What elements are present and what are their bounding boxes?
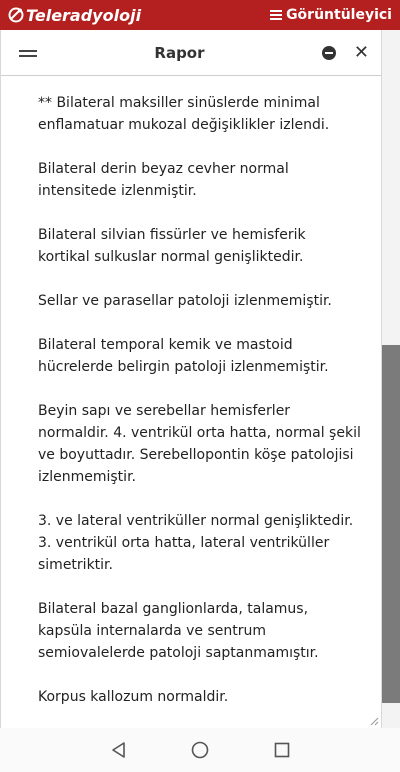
brand-logo[interactable] [8, 6, 141, 25]
back-icon[interactable] [108, 740, 128, 760]
report-paragraph: Beyin sapı ve serebellar hemisferler normaldir. 4. ventrikül orta hatta, normal şekil ve boyuttadır. Serebellopontin köşe patolojisi izlenmemiştir. [38, 403, 361, 485]
viewer-link[interactable] [270, 7, 392, 23]
top-bar [0, 0, 400, 30]
report-paragraph: Korpus kallozum normaldir. [38, 689, 229, 705]
report-paragraph: Bilateral derin beyaz cevher normal intensitede izlenmiştir. [38, 161, 289, 199]
hamburger-icon[interactable] [19, 48, 37, 58]
viewer-link-label: Görüntüleyici [286, 7, 392, 23]
report-paragraph: Bilateral silvian fissürler ve hemisferik kortikal sulkuslar normal genişliktedir. [38, 227, 306, 265]
panel-header [1, 30, 381, 76]
resize-grip-icon[interactable] [369, 716, 379, 726]
home-icon[interactable] [190, 740, 210, 760]
report-text[interactable] [1, 76, 381, 728]
report-paragraph: Bilateral temporal kemik ve mastoid hücrelerde belirgin patoloji izlenmemiştir. [38, 337, 329, 375]
report-panel [0, 30, 382, 728]
minimize-icon[interactable] [322, 46, 336, 60]
list-icon [270, 10, 282, 21]
report-paragraph: Sellar ve parasellar patoloji izlenmemiştir. [38, 293, 332, 309]
brand-name: Teleradyoloji [26, 5, 142, 25]
system-nav-bar [0, 728, 400, 772]
header-actions [322, 41, 369, 63]
scrollbar-thumb[interactable] [382, 345, 400, 703]
panel-title: Rapor [154, 43, 205, 62]
brand-icon [8, 7, 24, 23]
report-paragraph: Bilateral bazal ganglionlarda, talamus, kapsüla internalarda ve sentrum semiovalelerde patoloji saptanmamıştır. [38, 601, 319, 661]
report-paragraph: ** Bilateral maksiller sinüslerde minimal enflamatuar mukozal değişiklikler izlendi. [38, 95, 330, 133]
close-icon[interactable]: ✕ [353, 41, 369, 63]
report-paragraph: 3. ve lateral ventriküller normal genişliktedir. 3. ventrikül orta hatta, lateral ventriküller simetriktir. [38, 513, 354, 573]
recents-icon[interactable] [272, 740, 292, 760]
